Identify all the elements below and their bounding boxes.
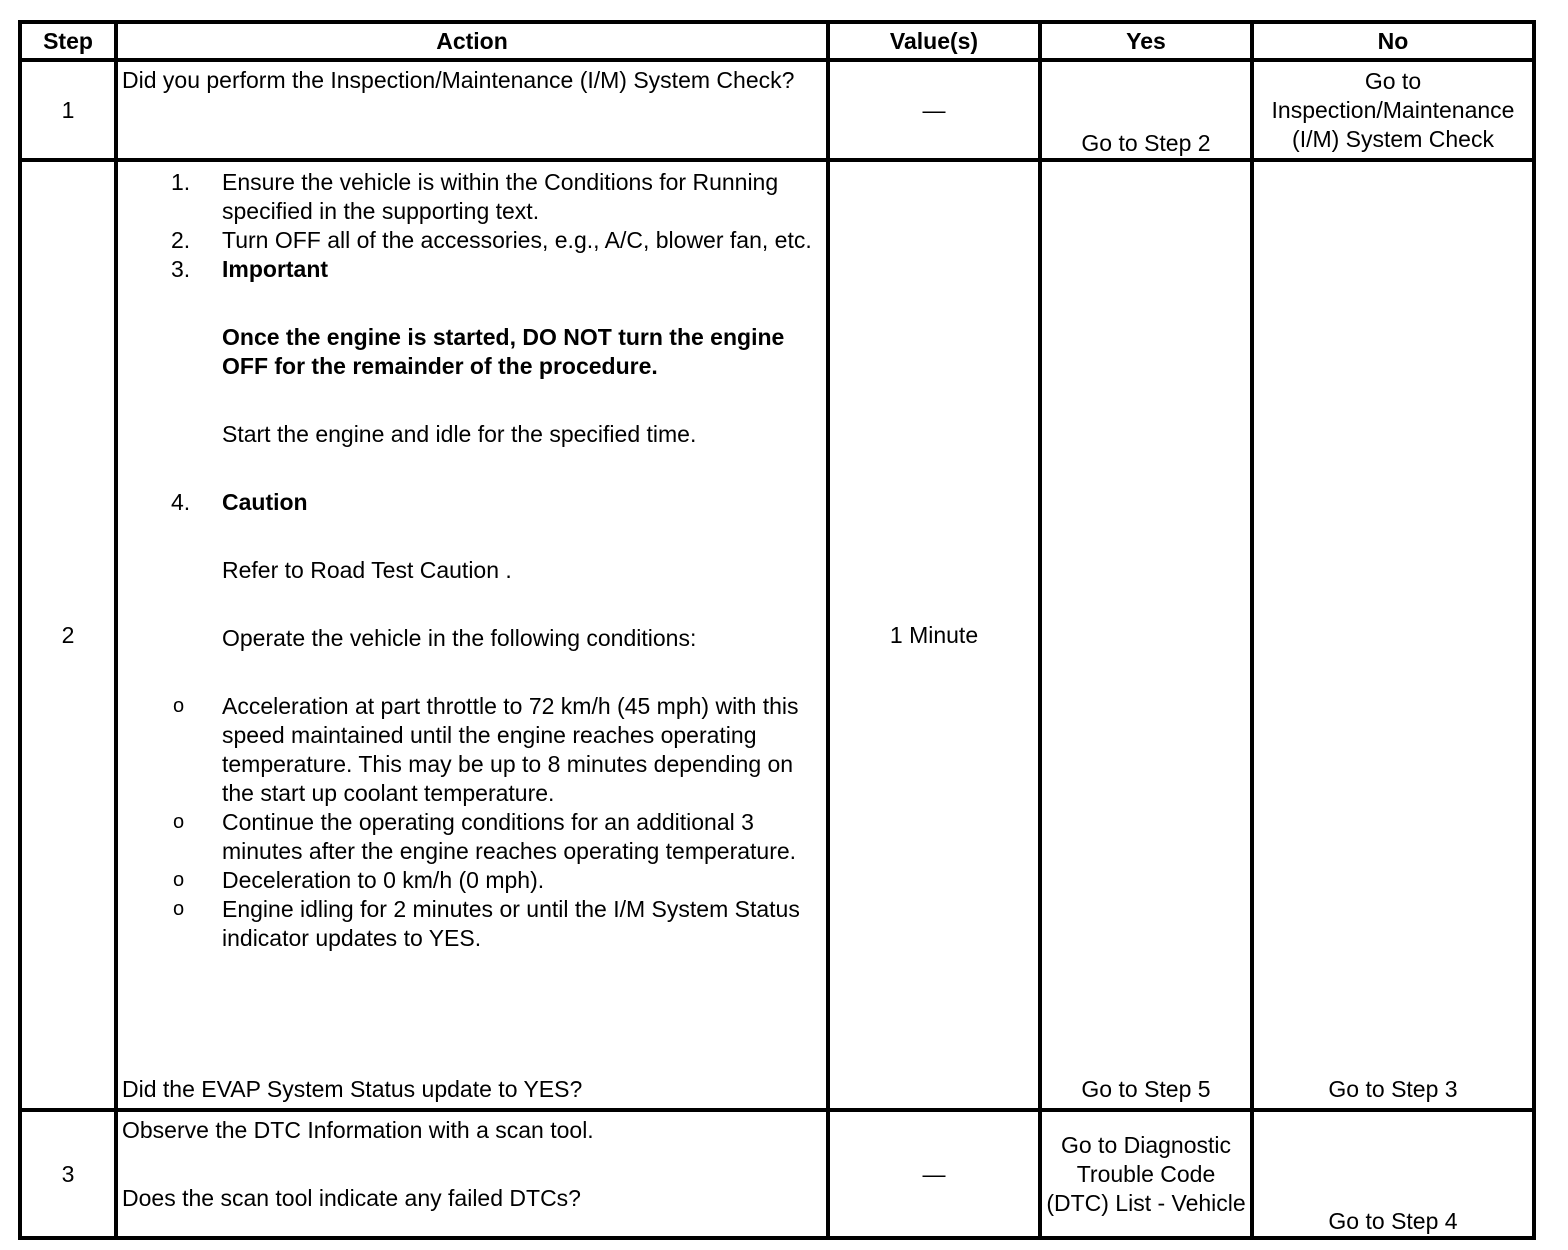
header-step: Step (20, 22, 116, 60)
bullet-icon: o (173, 869, 185, 891)
caution-reference-link[interactable]: Refer to Road Test Caution . (222, 557, 512, 583)
list-item (122, 692, 822, 808)
action-question: Did the EVAP System Status update to YES? (122, 1076, 583, 1102)
bullet-text: Acceleration at part throttle to 72 km/h (45 mph) with this speed maintained until the engine reaches operating temperature. This may be up to 8 minutes depending on the start up coolant temperature. (222, 693, 799, 806)
list-item (122, 226, 822, 255)
list-item (122, 488, 822, 692)
condition-bullets (122, 692, 822, 953)
header-yes: Yes (1040, 22, 1252, 60)
bullet-text: Engine idling for 2 minutes or until the I/M System Status indicator updates to YES. (222, 896, 800, 951)
bullet-icon: o (173, 811, 185, 833)
value-text: — (828, 60, 1040, 160)
action-cell (116, 1110, 828, 1238)
list-item (122, 255, 822, 488)
caution-heading: Caution (222, 489, 308, 515)
header-row (20, 22, 1534, 60)
list-item (122, 808, 822, 866)
no-link[interactable]: Go to Step 3 (1252, 160, 1534, 1110)
step-number: 1 (20, 60, 116, 160)
table-row (20, 60, 1534, 160)
procedure-table (18, 20, 1536, 1240)
yes-link[interactable]: Go to Diagnostic Trouble Code (DTC) List - Vehicle (1040, 1110, 1252, 1238)
yes-link[interactable]: Go to Step 5 (1040, 160, 1252, 1110)
action-cell (116, 160, 828, 1110)
bullet-text: Deceleration to 0 km/h (0 mph). (222, 867, 545, 893)
header-action: Action (116, 22, 828, 60)
bullet-text: Continue the operating conditions for an additional 3 minutes after the engine reaches operating temperature. (222, 809, 797, 864)
action-text: Did you perform the Inspection/Maintenance (I/M) System Check? (116, 60, 828, 160)
numbered-steps (122, 168, 822, 692)
no-link[interactable]: Go to Inspection/Maintenance (I/M) System Check (1252, 60, 1534, 160)
item-text: Ensure the vehicle is within the Conditions for Running specified in the supporting text. (222, 169, 779, 224)
value-text: — (828, 1110, 1040, 1238)
no-link[interactable]: Go to Step 4 (1252, 1110, 1534, 1238)
yes-link[interactable]: Go to Step 2 (1040, 60, 1252, 160)
list-item (122, 895, 822, 953)
list-item (122, 866, 822, 895)
bullet-icon: o (173, 898, 185, 920)
action-text: Observe the DTC Information with a scan tool. (122, 1117, 594, 1143)
item-text: Operate the vehicle in the following conditions: (222, 625, 697, 651)
step-number: 2 (20, 160, 116, 1110)
table-row (20, 160, 1534, 1110)
item-number: 2. (171, 227, 191, 253)
header-values: Value(s) (828, 22, 1040, 60)
item-text: Turn OFF all of the accessories, e.g., A/C, blower fan, etc. (222, 227, 812, 253)
step-number: 3 (20, 1110, 116, 1238)
item-text: Start the engine and idle for the specified time. (222, 421, 697, 447)
important-warning: Once the engine is started, DO NOT turn the engine OFF for the remainder of the procedure. (222, 324, 785, 379)
item-number: 3. (171, 256, 191, 282)
header-no: No (1252, 22, 1534, 60)
important-heading: Important (222, 256, 329, 282)
item-number: 4. (171, 489, 191, 515)
item-number: 1. (171, 169, 191, 195)
list-item (122, 168, 822, 226)
value-text: 1 Minute (828, 160, 1040, 1110)
table-row (20, 1110, 1534, 1238)
bullet-icon: o (173, 695, 185, 717)
action-question: Does the scan tool indicate any failed DTCs? (122, 1185, 581, 1211)
